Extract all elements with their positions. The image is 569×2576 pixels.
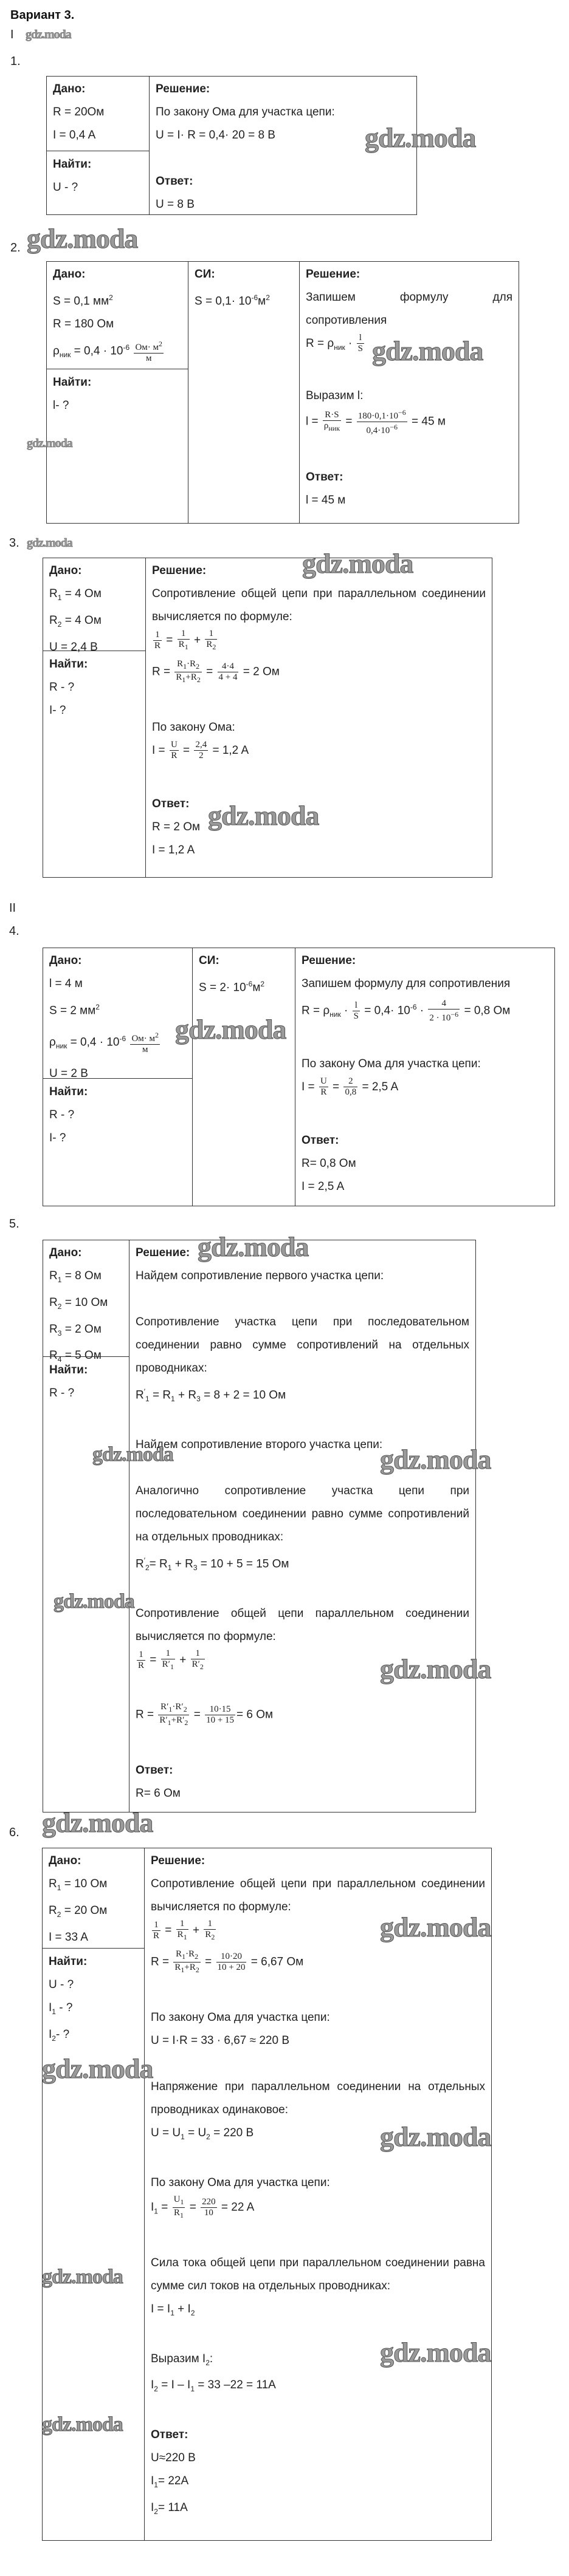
- find-item: R - ?: [49, 1109, 75, 1121]
- problem-number: 2.: [10, 241, 21, 255]
- solution-line: Сопротивление общей цепи при параллельном соединении вычисляется по формуле:: [152, 587, 486, 623]
- solution-line: Запишем формулу для сопротивления: [302, 977, 511, 990]
- solution-line: Запишем формулу для сопротивления: [306, 291, 512, 327]
- solution-formula: $I_1$ = $\frac{U_1}{R_1}$ = $\frac{220}{10}$ = 22 A: [151, 2194, 255, 2219]
- given-item: $R_1 = 10$ Ом: [49, 1877, 108, 1892]
- watermark: gdz.moda: [302, 548, 413, 579]
- solution-column: [299, 262, 519, 523]
- given-item: U = 2,4 B: [49, 640, 98, 654]
- watermark: gdz.moda: [27, 437, 72, 450]
- watermark: gdz.moda: [42, 1807, 153, 1838]
- problem-number: 5.: [9, 1217, 19, 1231]
- watermark: gdz.moda: [42, 2413, 123, 2436]
- solution-formula: l = $\frac{R\cdot S}{\rho_{ник}}$ = $\frac{180\cdot 0,1\cdot 10^{-6}}{0,4\cdot 10^{-6}}$ = 45 м: [306, 408, 446, 436]
- solution-label: Решение:: [136, 1246, 190, 1259]
- given-label: Дано:: [49, 1246, 82, 1259]
- given-label: Дано:: [53, 268, 86, 281]
- si-item: $S = 0,1\cdot 10^{-6}м^2$: [195, 293, 270, 308]
- solution-block: [136, 1242, 469, 1805]
- watermark: gdz.moda: [42, 2266, 123, 2288]
- solution-line: Выразим l:: [306, 389, 364, 402]
- answer-label: Ответ:: [151, 2428, 188, 2442]
- divider: [43, 1078, 192, 1079]
- problem-1-table: [46, 76, 417, 215]
- problem-2-table: [46, 261, 519, 524]
- si-label: СИ:: [195, 268, 215, 281]
- watermark: gdz.moda: [380, 1653, 491, 1684]
- solution-formula: $R = \rho_{ник}$ · $\frac{l}{S}$ = $0,4\cdot 10^{-6}$ · $\frac{4}{2 \cdot 10^{-6}}$ = 0,8 Ом: [302, 998, 511, 1023]
- problem-number: 3.: [9, 536, 19, 550]
- given-item: $R_1 = 4$ Ом: [49, 587, 102, 602]
- solution-formula: $I = I_1 + I_2$: [151, 2302, 195, 2317]
- solution-line: Найдем сопротивление второго участка цепи:: [136, 1438, 383, 1452]
- watermark: gdz.moda: [27, 223, 138, 254]
- solution-block: [152, 559, 486, 862]
- find-block: [53, 371, 182, 417]
- given-item: R = 20Ом: [53, 106, 105, 118]
- solution-column: [144, 1848, 491, 2540]
- solution-formula: $R'_1 = R_1 + R_3 = 8 + 2 = 10$ Ом: [136, 1387, 286, 1404]
- find-label: Найти:: [49, 1085, 88, 1098]
- watermark: gdz.moda: [380, 1912, 491, 1942]
- solution-line: U = I· R = 0,4· 20 = 8 B: [156, 129, 275, 142]
- solution-formula: $R = \rho_{ник}$ · $\frac{l}{S}$: [306, 333, 364, 354]
- si-column: [192, 948, 295, 1206]
- solution-formula: I = $\frac{U}{R}$ = $\frac{2}{0,8}$ = 2,5 A: [302, 1076, 399, 1098]
- problem-4-table: [43, 948, 555, 1206]
- solution-line: Сопротивление общей цепи при параллельном соединении вычисляется по формуле:: [151, 1877, 485, 1913]
- given-block: [49, 1850, 138, 1949]
- solution-formula: U = I·R = 33 · 6,67 ≈ 220 B: [151, 2034, 289, 2047]
- find-item: R - ?: [49, 681, 75, 694]
- answer-item: l = 45 м: [306, 494, 346, 507]
- answer-item: I = 1,2 A: [152, 844, 195, 856]
- find-block: [49, 1950, 138, 2050]
- watermark: gdz.moda: [42, 2053, 153, 2084]
- given-item: R = 180 Ом: [53, 318, 114, 331]
- watermark: gdz.moda: [380, 1444, 491, 1475]
- answer-label: Ответ:: [136, 1764, 173, 1777]
- solution-formula: $\frac{1}{R}$ = $\frac{1}{R'_1}$ + $\frac{1}{R'_2}$: [138, 1648, 204, 1672]
- answer-item: R = 2 Ом: [152, 821, 201, 833]
- problem-5-table: [43, 1240, 476, 1812]
- solution-block: [302, 949, 548, 1198]
- find-label: Найти:: [49, 1364, 88, 1376]
- find-block: [49, 1359, 123, 1405]
- solution-formula: R = $\frac{R_1\cdot R_2}{R_1+R_2}$ = $\frac{4\cdot 4}{4 + 4}$ = 2 Ом: [152, 659, 280, 684]
- given-block: [53, 78, 143, 147]
- solution-formula: R = $\frac{R_1\cdot R_2}{R_1+R_2}$ = $\frac{10\cdot 20}{10 + 20}$ = 6,67 Ом: [151, 1949, 304, 1974]
- si-column: [188, 262, 299, 523]
- find-block: [49, 653, 139, 722]
- given-item: $R_4 = 5$ Ом: [49, 1349, 102, 1364]
- solution-line: Выразим $I_2$:: [151, 2352, 213, 2367]
- watermark: gdz.moda: [175, 1014, 286, 1045]
- solution-formula: $R'_2= R_1 + R_3 = 10 + 5 = 15$ Ом: [136, 1556, 289, 1573]
- solution-column: [145, 558, 492, 877]
- given-item: I = 33 A: [49, 1930, 88, 1944]
- given-item: $R_2 = 10$ Ом: [49, 1296, 108, 1311]
- problem-3-table: [43, 558, 492, 878]
- find-item: I- ?: [49, 704, 66, 717]
- solution-column: [149, 77, 416, 214]
- answer-item: I = 2,5 A: [302, 1180, 345, 1193]
- si-block: [199, 949, 289, 999]
- problem-number: 4.: [9, 924, 19, 938]
- solution-label: Решение:: [306, 268, 360, 281]
- given-item: $R_3 = 2$ Ом: [49, 1322, 102, 1338]
- find-item: U - ?: [53, 181, 78, 194]
- answer-item: R= 6 Ом: [136, 1787, 181, 1800]
- given-item: l = 4 м: [49, 977, 83, 990]
- solution-line: По закону Ома для участка цепи:: [151, 2011, 330, 2024]
- si-label: СИ:: [199, 954, 219, 967]
- find-label: Найти:: [53, 158, 92, 171]
- given-block: [49, 559, 139, 659]
- solution-block: [151, 1850, 485, 2523]
- solution-formula: I = $\frac{U}{R}$ = $\frac{2,4}{2}$ = 1,2 A: [152, 740, 249, 761]
- problem-6-table: [42, 1848, 492, 2541]
- find-item: R - ?: [49, 1387, 75, 1399]
- find-label: Найти:: [49, 658, 88, 671]
- given-label: Дано:: [53, 83, 86, 95]
- watermark: gdz.moda: [380, 2337, 491, 2368]
- answer-item: $I_2= 11A$: [151, 2501, 188, 2516]
- find-block: [49, 1081, 186, 1150]
- answer-item: U = 8 B: [156, 198, 195, 211]
- find-item: $I_1$ - ?: [49, 2001, 73, 2016]
- watermark: gdz.moda: [380, 2121, 491, 2152]
- answer-item: $I_1= 22A$: [151, 2475, 189, 2489]
- given-item: S = 0,1 $мм^2$: [53, 293, 113, 308]
- find-label: Найти:: [49, 1955, 88, 1968]
- given-column: [47, 262, 188, 523]
- watermark: gdz.moda: [27, 536, 72, 550]
- watermark: gdz.moda: [53, 1590, 134, 1613]
- solution-line: Аналогично сопротивление участка цепи при последовательном соединении равно сумме сопротивлений на отдельных проводниках:: [136, 1484, 469, 1544]
- answer-item: R= 0,8 Ом: [302, 1157, 356, 1170]
- given-column: [43, 1848, 144, 2540]
- given-column: [43, 558, 145, 877]
- watermark: gdz.moda: [26, 28, 71, 41]
- solution-line: Напряжение при параллельном соединении на отдельных проводниках одинаковое:: [151, 2080, 485, 2116]
- si-item: $S = 2\cdot 10^{-6}м^2$: [199, 980, 265, 994]
- solution-line: По закону Ома для участка цепи:: [156, 106, 335, 118]
- solution-formula: R = $\frac{R'_1\cdot R'_2}{R'_1+R'_2}$ = $\frac{10\cdot 15}{10 + 15}$ = 6 Ом: [136, 1702, 274, 1727]
- divider: [43, 1948, 144, 1949]
- given-item: $R_1 = 8$ Ом: [49, 1269, 102, 1284]
- given-item: S = 2 $мм^2$: [49, 1003, 100, 1017]
- find-item: l- ?: [53, 399, 69, 412]
- given-item: $\rho_{ник} = 0,4 \cdot 10^{-6}$ $\frac{Ом\cdot м^2}{м}$: [49, 1031, 159, 1055]
- answer-label: Ответ:: [156, 175, 193, 188]
- find-block: [53, 153, 143, 199]
- divider: [43, 1356, 129, 1357]
- watermark: gdz.moda: [198, 1231, 309, 1262]
- given-item: U = 2 B: [49, 1067, 88, 1081]
- given-label: Дано:: [49, 564, 82, 577]
- problem-number: 1.: [10, 55, 21, 68]
- section-label-ii: II: [9, 901, 16, 915]
- solution-formula: $I_2 = I - I_1 = 33$ –22 = 11A: [151, 2379, 276, 2394]
- given-item: $R_2 = 4$ Ом: [49, 613, 102, 629]
- solution-line: Найдем сопротивление первого участка цепи:: [136, 1269, 384, 1282]
- solution-line: Сопротивление общей цепи параллельном соединении вычисляется по формуле:: [136, 1607, 469, 1644]
- solution-line: По закону Ома для участка цепи:: [302, 1057, 481, 1070]
- solution-formula: $U = U_1 = U_2 = 220$ B: [151, 2127, 254, 2141]
- watermark: gdz.moda: [92, 1443, 173, 1466]
- solution-line: По закону Ома:: [152, 721, 235, 734]
- solution-column: [295, 948, 554, 1206]
- given-label: Дано:: [49, 954, 82, 967]
- solution-line: Сила тока общей цепи при параллельном соединении равна сумме сил токов на отдельных проводниках:: [151, 2256, 485, 2292]
- solution-label: Решение:: [152, 564, 207, 577]
- given-label: Дано:: [49, 1854, 81, 1867]
- watermark: gdz.moda: [208, 800, 319, 831]
- given-block: [53, 263, 182, 371]
- section-label-i: I: [10, 28, 14, 41]
- given-item: I = 0,4 A: [53, 129, 96, 142]
- given-block: [49, 949, 186, 1085]
- answer-label: Ответ:: [302, 1134, 339, 1147]
- answer-item: U≈220 B: [151, 2451, 196, 2465]
- watermark: gdz.moda: [372, 335, 483, 366]
- given-block: [49, 1242, 123, 1371]
- solution-label: Решение:: [302, 954, 356, 967]
- si-block: [195, 263, 293, 313]
- given-column: [43, 948, 192, 1206]
- find-item: I- ?: [49, 1132, 66, 1144]
- problem-number: 6.: [9, 1826, 19, 1839]
- solution-formula: $\frac{1}{R}$ = $\frac{1}{R_1}$ + $\frac{1}{R_2}$: [153, 1919, 215, 1941]
- solution-block: [156, 78, 410, 216]
- solution-label: Решение:: [151, 1854, 205, 1867]
- given-item: $\rho_{ник} = 0,4 \cdot 10^{-6}$ $\frac{Ом\cdot м^2}{м}$: [53, 340, 163, 364]
- answer-label: Ответ:: [152, 798, 190, 810]
- answer-label: Ответ:: [306, 471, 343, 483]
- given-item: $R_2 = 20$ Ом: [49, 1904, 108, 1919]
- given-column: [47, 77, 149, 214]
- solution-line: По закону Ома для участка цепи:: [151, 2176, 330, 2189]
- given-column: [43, 1240, 129, 1812]
- solution-label: Решение:: [156, 83, 210, 95]
- solution-formula: $\frac{1}{R}$ = $\frac{1}{R_1}$ + $\frac{1}{R_2}$: [154, 629, 216, 651]
- solution-column: [129, 1240, 475, 1812]
- find-item: U - ?: [49, 1978, 74, 1991]
- find-item: $I_2-$ ?: [49, 2028, 70, 2043]
- solution-block: [306, 263, 512, 512]
- watermark: gdz.moda: [365, 122, 476, 153]
- find-label: Найти:: [53, 376, 92, 389]
- page-title: Вариант 3.: [10, 9, 75, 22]
- solution-line: Сопротивление участка цепи при последовательном соединении равно сумме сопротивлений на отдельных проводниках:: [136, 1316, 469, 1375]
